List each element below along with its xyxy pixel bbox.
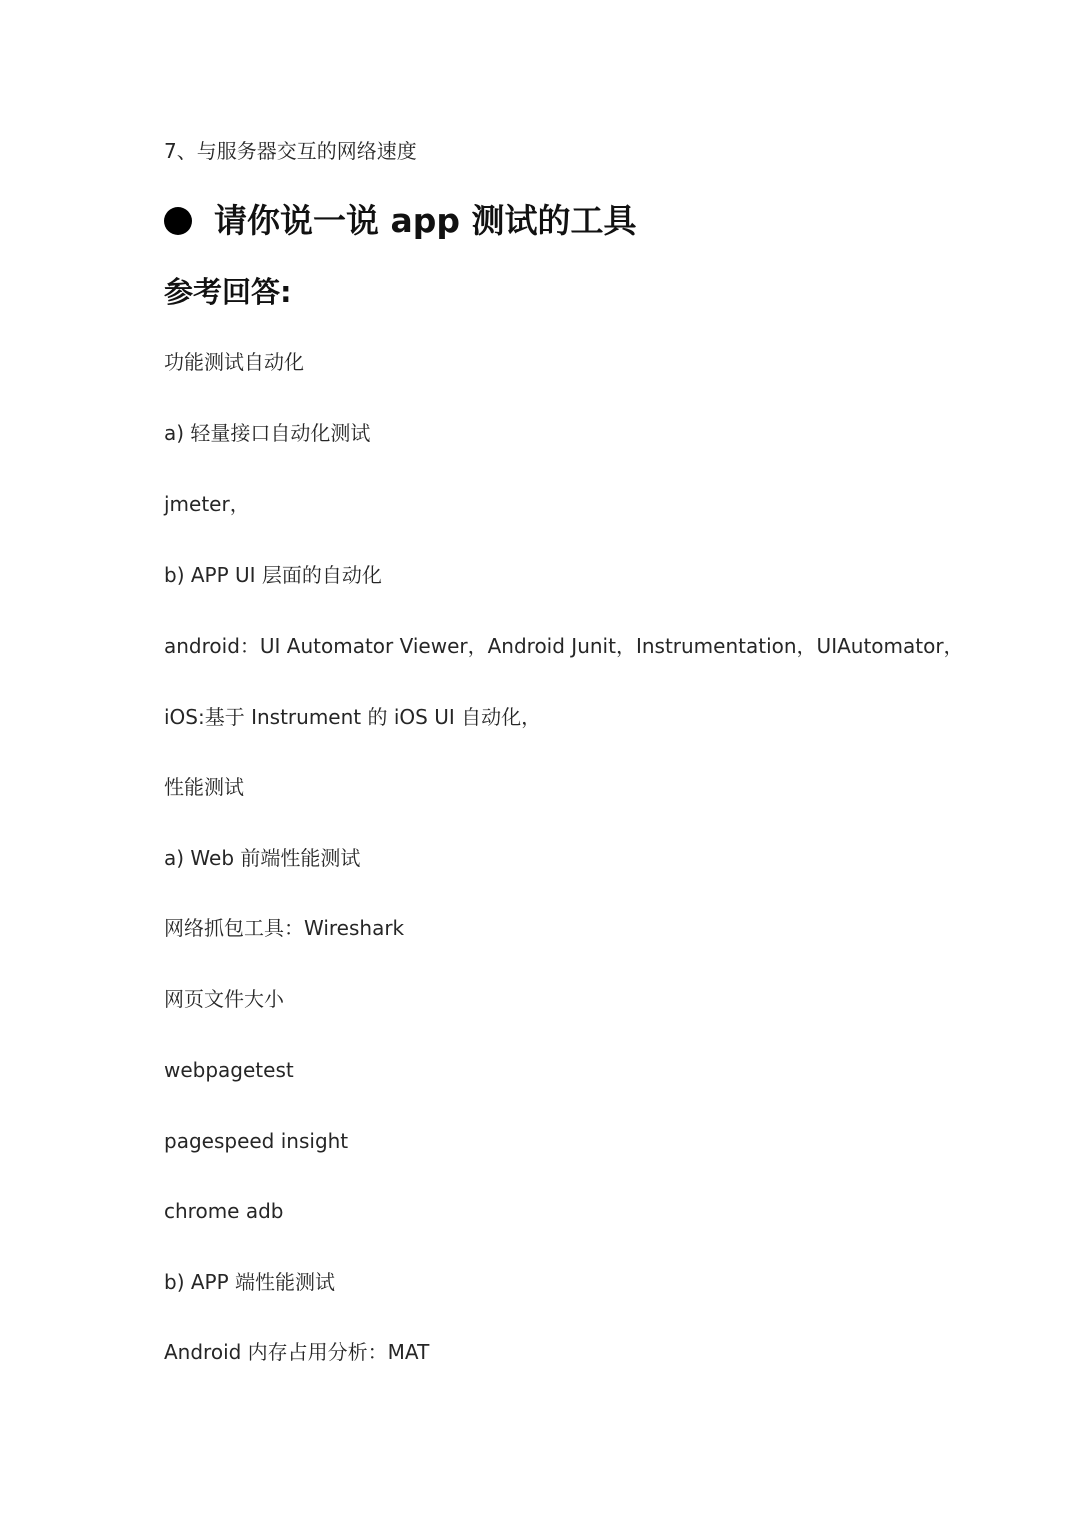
text-line-functional-automation: 功能测试自动化: [164, 350, 304, 374]
text-line-pagespeed: pagespeed insight: [164, 1129, 349, 1153]
text-line-jmeter: jmeter，: [164, 492, 250, 516]
text-line-page-size: 网页文件大小: [164, 987, 284, 1011]
text-line-performance-testing: 性能测试: [164, 775, 244, 799]
text-line-android-tools: android：UI Automator Viewer，Android Junit，Instrumentation，UIAutomator，: [164, 634, 964, 658]
intro-line: 7、与服务器交互的网络速度: [164, 139, 417, 163]
text-line-api-automation: a) 轻量接口自动化测试: [164, 421, 371, 445]
text-line-ios-tools: iOS:基于 Instrument 的 iOS UI 自动化，: [164, 705, 542, 729]
section-heading: [164, 198, 637, 244]
text-line-app-ui-automation: b) APP UI 层面的自动化: [164, 563, 382, 587]
text-line-app-performance: b) APP 端性能测试: [164, 1270, 336, 1294]
text-line-webpagetest: webpagetest: [164, 1058, 294, 1082]
text-line-android-memory: Android 内存占用分析：MAT: [164, 1340, 430, 1364]
text-line-chrome-adb: chrome adb: [164, 1199, 284, 1223]
bullet-icon: [164, 207, 192, 235]
text-line-web-performance: a) Web 前端性能测试: [164, 846, 361, 870]
section-title: 请你说一说 app 测试的工具: [214, 201, 637, 240]
answer-label: 参考回答:: [164, 275, 292, 309]
text-line-wireshark: 网络抓包工具：Wireshark: [164, 916, 405, 940]
